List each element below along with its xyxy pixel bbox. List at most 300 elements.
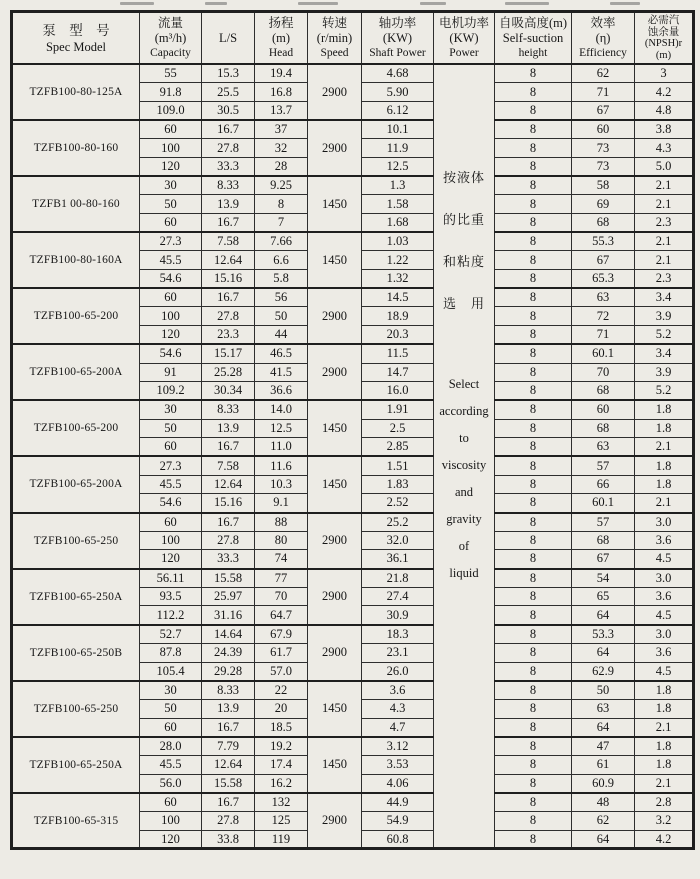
cell-head: 14.0 bbox=[255, 400, 308, 419]
cell-npsh: 3.9 bbox=[635, 307, 694, 326]
scan-artifact bbox=[420, 2, 446, 5]
header-label: Spec Model bbox=[45, 39, 107, 54]
cell-ls: 15.16 bbox=[202, 270, 255, 289]
cell-efficiency: 71 bbox=[572, 83, 635, 102]
cell-capacity: 60 bbox=[140, 120, 202, 139]
cell-capacity: 87.8 bbox=[140, 643, 202, 662]
cell-head: 20 bbox=[255, 699, 308, 718]
header-cell-power bbox=[434, 12, 495, 65]
speed-cell: 2900 bbox=[308, 569, 362, 625]
cell-head: 7 bbox=[255, 214, 308, 233]
cell-ls: 16.7 bbox=[202, 793, 255, 812]
power-note-line: to bbox=[459, 431, 469, 445]
cell-self-suction: 8 bbox=[495, 176, 572, 195]
table-row bbox=[12, 513, 694, 532]
header-cell-head bbox=[255, 12, 308, 65]
header-label: (KW) bbox=[382, 31, 413, 45]
cell-shaft-power: 1.91 bbox=[362, 400, 434, 419]
cell-head: 64.7 bbox=[255, 606, 308, 625]
cell-efficiency: 70 bbox=[572, 363, 635, 382]
cell-capacity: 120 bbox=[140, 326, 202, 345]
header-label: (m) bbox=[655, 49, 672, 61]
cell-ls: 12.64 bbox=[202, 251, 255, 270]
cell-ls: 8.33 bbox=[202, 176, 255, 195]
cell-npsh: 5.2 bbox=[635, 326, 694, 345]
cell-head: 74 bbox=[255, 550, 308, 569]
header-label: Head bbox=[268, 47, 294, 59]
cell-head: 125 bbox=[255, 812, 308, 831]
cell-efficiency: 64 bbox=[572, 606, 635, 625]
cell-capacity: 60 bbox=[140, 214, 202, 233]
cell-capacity: 30 bbox=[140, 681, 202, 700]
cell-shaft-power: 1.32 bbox=[362, 270, 434, 289]
cell-npsh: 2.1 bbox=[635, 774, 694, 793]
cell-capacity: 54.6 bbox=[140, 270, 202, 289]
cell-capacity: 45.5 bbox=[140, 251, 202, 270]
cell-head: 41.5 bbox=[255, 363, 308, 382]
cell-head: 44 bbox=[255, 326, 308, 345]
cell-capacity: 54.6 bbox=[140, 494, 202, 513]
cell-capacity: 45.5 bbox=[140, 755, 202, 774]
cell-efficiency: 68 bbox=[572, 382, 635, 401]
cell-head: 13.7 bbox=[255, 101, 308, 120]
cell-self-suction: 8 bbox=[495, 531, 572, 550]
cell-capacity: 27.3 bbox=[140, 232, 202, 251]
power-note-line: liquid bbox=[449, 566, 479, 580]
cell-efficiency: 60 bbox=[572, 120, 635, 139]
header-cell-self-suction bbox=[495, 12, 572, 65]
cell-head: 88 bbox=[255, 513, 308, 532]
power-note-line: viscosity bbox=[441, 458, 487, 472]
cell-npsh: 3.4 bbox=[635, 344, 694, 363]
cell-efficiency: 57 bbox=[572, 513, 635, 532]
cell-capacity: 50 bbox=[140, 419, 202, 438]
cell-head: 6.6 bbox=[255, 251, 308, 270]
table-row bbox=[12, 344, 694, 363]
cell-head: 67.9 bbox=[255, 625, 308, 644]
cell-head: 70 bbox=[255, 587, 308, 606]
cell-shaft-power: 1.83 bbox=[362, 475, 434, 494]
power-note-line: 和粘度 bbox=[442, 254, 485, 269]
cell-self-suction: 8 bbox=[495, 438, 572, 457]
cell-ls: 16.7 bbox=[202, 288, 255, 307]
cell-capacity: 56.11 bbox=[140, 569, 202, 588]
cell-efficiency: 63 bbox=[572, 699, 635, 718]
cell-shaft-power: 18.9 bbox=[362, 307, 434, 326]
cell-shaft-power: 1.68 bbox=[362, 214, 434, 233]
cell-self-suction: 8 bbox=[495, 400, 572, 419]
cell-capacity: 54.6 bbox=[140, 344, 202, 363]
cell-shaft-power: 4.68 bbox=[362, 64, 434, 83]
cell-self-suction: 8 bbox=[495, 344, 572, 363]
speed-cell: 1450 bbox=[308, 232, 362, 288]
header-label: Power bbox=[449, 47, 479, 59]
cell-shaft-power: 30.9 bbox=[362, 606, 434, 625]
cell-self-suction: 8 bbox=[495, 214, 572, 233]
cell-ls: 16.7 bbox=[202, 214, 255, 233]
header-cell-speed bbox=[308, 12, 362, 65]
cell-self-suction: 8 bbox=[495, 363, 572, 382]
power-note-cell bbox=[434, 64, 495, 849]
cell-shaft-power: 2.52 bbox=[362, 494, 434, 513]
cell-capacity: 100 bbox=[140, 307, 202, 326]
cell-shaft-power: 14.7 bbox=[362, 363, 434, 382]
cell-efficiency: 71 bbox=[572, 326, 635, 345]
model-cell: TZFB100-65-250 bbox=[12, 513, 140, 569]
cell-head: 77 bbox=[255, 569, 308, 588]
header-label: 轴功率 bbox=[378, 16, 417, 30]
cell-capacity: 109.2 bbox=[140, 382, 202, 401]
cell-npsh: 2.3 bbox=[635, 214, 694, 233]
header-label: (NPSH)r bbox=[644, 38, 683, 49]
cell-head: 11.6 bbox=[255, 456, 308, 475]
cell-head: 32 bbox=[255, 139, 308, 158]
model-cell: TZFB100-80-125A bbox=[12, 64, 140, 120]
cell-capacity: 50 bbox=[140, 699, 202, 718]
cell-npsh: 2.3 bbox=[635, 270, 694, 289]
header-row bbox=[12, 12, 694, 65]
model-cell: TZFB100-80-160 bbox=[12, 120, 140, 176]
cell-npsh: 1.8 bbox=[635, 681, 694, 700]
cell-efficiency: 53.3 bbox=[572, 625, 635, 644]
cell-ls: 7.58 bbox=[202, 456, 255, 475]
cell-self-suction: 8 bbox=[495, 643, 572, 662]
cell-ls: 15.58 bbox=[202, 569, 255, 588]
cell-capacity: 27.3 bbox=[140, 456, 202, 475]
cell-shaft-power: 20.3 bbox=[362, 326, 434, 345]
power-note-line: and bbox=[454, 485, 474, 499]
cell-head: 57.0 bbox=[255, 662, 308, 681]
cell-npsh: 4.2 bbox=[635, 83, 694, 102]
cell-shaft-power: 5.90 bbox=[362, 83, 434, 102]
cell-capacity: 60 bbox=[140, 288, 202, 307]
table-row bbox=[12, 793, 694, 812]
cell-ls: 12.64 bbox=[202, 755, 255, 774]
cell-ls: 15.17 bbox=[202, 344, 255, 363]
cell-self-suction: 8 bbox=[495, 830, 572, 849]
pump-spec-table bbox=[10, 10, 695, 850]
cell-ls: 14.64 bbox=[202, 625, 255, 644]
cell-shaft-power: 25.2 bbox=[362, 513, 434, 532]
cell-capacity: 120 bbox=[140, 157, 202, 176]
cell-efficiency: 65 bbox=[572, 587, 635, 606]
cell-self-suction: 8 bbox=[495, 699, 572, 718]
header-label: 电机功率 bbox=[438, 16, 489, 30]
table-row bbox=[12, 569, 694, 588]
cell-ls: 27.8 bbox=[202, 307, 255, 326]
cell-ls: 25.5 bbox=[202, 83, 255, 102]
scan-artifact bbox=[298, 2, 338, 5]
cell-shaft-power: 21.8 bbox=[362, 569, 434, 588]
cell-head: 5.8 bbox=[255, 270, 308, 289]
header-cell-efficiency bbox=[572, 12, 635, 65]
cell-capacity: 100 bbox=[140, 531, 202, 550]
header-label: (m) bbox=[271, 31, 291, 45]
cell-shaft-power: 6.12 bbox=[362, 101, 434, 120]
cell-head: 16.2 bbox=[255, 774, 308, 793]
cell-ls: 13.9 bbox=[202, 699, 255, 718]
cell-ls: 31.16 bbox=[202, 606, 255, 625]
cell-shaft-power: 1.22 bbox=[362, 251, 434, 270]
model-cell: TZFB100-65-200A bbox=[12, 456, 140, 512]
cell-npsh: 3.6 bbox=[635, 531, 694, 550]
header-label: 扬程 bbox=[268, 16, 294, 30]
power-note-line: according bbox=[439, 404, 489, 418]
cell-capacity: 109.0 bbox=[140, 101, 202, 120]
cell-capacity: 55 bbox=[140, 64, 202, 83]
cell-shaft-power: 11.5 bbox=[362, 344, 434, 363]
cell-efficiency: 55.3 bbox=[572, 232, 635, 251]
cell-self-suction: 8 bbox=[495, 494, 572, 513]
cell-shaft-power: 4.7 bbox=[362, 718, 434, 737]
cell-capacity: 120 bbox=[140, 830, 202, 849]
cell-self-suction: 8 bbox=[495, 774, 572, 793]
cell-self-suction: 8 bbox=[495, 419, 572, 438]
cell-ls: 7.79 bbox=[202, 737, 255, 756]
cell-shaft-power: 32.0 bbox=[362, 531, 434, 550]
cell-capacity: 28.0 bbox=[140, 737, 202, 756]
cell-ls: 13.9 bbox=[202, 195, 255, 214]
cell-ls: 23.3 bbox=[202, 326, 255, 345]
cell-shaft-power: 60.8 bbox=[362, 830, 434, 849]
cell-capacity: 91 bbox=[140, 363, 202, 382]
cell-ls: 25.97 bbox=[202, 587, 255, 606]
cell-efficiency: 61 bbox=[572, 755, 635, 774]
cell-self-suction: 8 bbox=[495, 625, 572, 644]
cell-shaft-power: 10.1 bbox=[362, 120, 434, 139]
cell-npsh: 3.2 bbox=[635, 812, 694, 831]
cell-self-suction: 8 bbox=[495, 812, 572, 831]
cell-shaft-power: 16.0 bbox=[362, 382, 434, 401]
cell-npsh: 2.1 bbox=[635, 195, 694, 214]
cell-ls: 8.33 bbox=[202, 400, 255, 419]
cell-efficiency: 68 bbox=[572, 419, 635, 438]
cell-efficiency: 50 bbox=[572, 681, 635, 700]
table-row bbox=[12, 64, 694, 83]
scan-artifact bbox=[505, 2, 549, 5]
power-note-line: 按液体 bbox=[442, 170, 485, 185]
cell-npsh: 1.8 bbox=[635, 456, 694, 475]
cell-shaft-power: 27.4 bbox=[362, 587, 434, 606]
cell-capacity: 100 bbox=[140, 812, 202, 831]
cell-efficiency: 62 bbox=[572, 64, 635, 83]
cell-npsh: 5.0 bbox=[635, 157, 694, 176]
cell-ls: 16.7 bbox=[202, 438, 255, 457]
table-row bbox=[12, 681, 694, 700]
cell-efficiency: 58 bbox=[572, 176, 635, 195]
cell-shaft-power: 23.1 bbox=[362, 643, 434, 662]
cell-self-suction: 8 bbox=[495, 513, 572, 532]
cell-capacity: 112.2 bbox=[140, 606, 202, 625]
cell-efficiency: 60.1 bbox=[572, 344, 635, 363]
cell-ls: 15.58 bbox=[202, 774, 255, 793]
cell-npsh: 1.8 bbox=[635, 699, 694, 718]
cell-npsh: 1.8 bbox=[635, 737, 694, 756]
header-label: (η) bbox=[595, 31, 611, 45]
cell-head: 12.5 bbox=[255, 419, 308, 438]
cell-shaft-power: 4.3 bbox=[362, 699, 434, 718]
speed-cell: 2900 bbox=[308, 120, 362, 176]
cell-self-suction: 8 bbox=[495, 569, 572, 588]
cell-efficiency: 64 bbox=[572, 830, 635, 849]
cell-shaft-power: 2.85 bbox=[362, 438, 434, 457]
cell-head: 119 bbox=[255, 830, 308, 849]
cell-ls: 30.5 bbox=[202, 101, 255, 120]
model-cell: TZFB100-65-250B bbox=[12, 625, 140, 681]
cell-npsh: 3.6 bbox=[635, 587, 694, 606]
cell-head: 18.5 bbox=[255, 718, 308, 737]
scan-artifact bbox=[205, 2, 227, 5]
cell-efficiency: 68 bbox=[572, 531, 635, 550]
header-cell-capacity bbox=[140, 12, 202, 65]
scan-artifact bbox=[610, 2, 640, 5]
cell-head: 9.1 bbox=[255, 494, 308, 513]
cell-efficiency: 66 bbox=[572, 475, 635, 494]
cell-head: 28 bbox=[255, 157, 308, 176]
speed-cell: 2900 bbox=[308, 344, 362, 400]
header-label: (r/min) bbox=[316, 31, 353, 45]
cell-capacity: 45.5 bbox=[140, 475, 202, 494]
cell-head: 37 bbox=[255, 120, 308, 139]
cell-self-suction: 8 bbox=[495, 550, 572, 569]
cell-capacity: 60 bbox=[140, 793, 202, 812]
cell-capacity: 93.5 bbox=[140, 587, 202, 606]
header-label: Capacity bbox=[150, 47, 191, 59]
cell-head: 50 bbox=[255, 307, 308, 326]
cell-head: 36.6 bbox=[255, 382, 308, 401]
cell-npsh: 3.8 bbox=[635, 120, 694, 139]
cell-capacity: 120 bbox=[140, 550, 202, 569]
cell-self-suction: 8 bbox=[495, 662, 572, 681]
cell-ls: 15.16 bbox=[202, 494, 255, 513]
cell-npsh: 2.1 bbox=[635, 176, 694, 195]
table-row bbox=[12, 400, 694, 419]
cell-npsh: 3.9 bbox=[635, 363, 694, 382]
model-cell: TZFB100-65-250A bbox=[12, 569, 140, 625]
cell-self-suction: 8 bbox=[495, 326, 572, 345]
cell-self-suction: 8 bbox=[495, 587, 572, 606]
cell-ls: 13.9 bbox=[202, 419, 255, 438]
cell-ls: 29.28 bbox=[202, 662, 255, 681]
cell-efficiency: 60.9 bbox=[572, 774, 635, 793]
cell-efficiency: 72 bbox=[572, 307, 635, 326]
cell-npsh: 4.5 bbox=[635, 606, 694, 625]
cell-npsh: 1.8 bbox=[635, 475, 694, 494]
cell-npsh: 1.8 bbox=[635, 755, 694, 774]
cell-self-suction: 8 bbox=[495, 755, 572, 774]
cell-shaft-power: 11.9 bbox=[362, 139, 434, 158]
model-cell: TZFB100-65-200A bbox=[12, 344, 140, 400]
power-note-line: gravity bbox=[446, 512, 482, 526]
cell-npsh: 3.0 bbox=[635, 513, 694, 532]
cell-npsh: 2.1 bbox=[635, 232, 694, 251]
cell-ls: 33.3 bbox=[202, 157, 255, 176]
cell-capacity: 60 bbox=[140, 438, 202, 457]
cell-self-suction: 8 bbox=[495, 718, 572, 737]
cell-ls: 33.3 bbox=[202, 550, 255, 569]
cell-capacity: 105.4 bbox=[140, 662, 202, 681]
header-label: Shaft Power bbox=[369, 47, 426, 59]
header-label: 必需汽 bbox=[647, 15, 680, 26]
header-cell-shaft-power bbox=[362, 12, 434, 65]
cell-self-suction: 8 bbox=[495, 270, 572, 289]
cell-shaft-power: 4.06 bbox=[362, 774, 434, 793]
header-label: height bbox=[518, 47, 548, 59]
power-note-line: 选 用 bbox=[442, 296, 485, 311]
cell-ls: 7.58 bbox=[202, 232, 255, 251]
cell-efficiency: 63 bbox=[572, 438, 635, 457]
cell-shaft-power: 1.03 bbox=[362, 232, 434, 251]
cell-head: 7.66 bbox=[255, 232, 308, 251]
power-note-line: Select bbox=[448, 377, 480, 391]
model-cell: TZFB1 00-80-160 bbox=[12, 176, 140, 232]
speed-cell: 1450 bbox=[308, 737, 362, 793]
cell-efficiency: 69 bbox=[572, 195, 635, 214]
cell-head: 19.2 bbox=[255, 737, 308, 756]
table-row bbox=[12, 288, 694, 307]
cell-self-suction: 8 bbox=[495, 195, 572, 214]
speed-cell: 1450 bbox=[308, 176, 362, 232]
cell-capacity: 52.7 bbox=[140, 625, 202, 644]
cell-self-suction: 8 bbox=[495, 456, 572, 475]
cell-npsh: 1.8 bbox=[635, 419, 694, 438]
model-cell: TZFB100-65-250A bbox=[12, 737, 140, 793]
speed-cell: 2900 bbox=[308, 793, 362, 849]
cell-capacity: 56.0 bbox=[140, 774, 202, 793]
cell-self-suction: 8 bbox=[495, 251, 572, 270]
cell-npsh: 3.0 bbox=[635, 569, 694, 588]
cell-npsh: 4.5 bbox=[635, 550, 694, 569]
cell-ls: 16.7 bbox=[202, 718, 255, 737]
cell-npsh: 2.1 bbox=[635, 251, 694, 270]
header-label: Self-suction bbox=[502, 31, 564, 45]
cell-efficiency: 62.9 bbox=[572, 662, 635, 681]
speed-cell: 1450 bbox=[308, 456, 362, 512]
cell-self-suction: 8 bbox=[495, 120, 572, 139]
cell-efficiency: 73 bbox=[572, 157, 635, 176]
cell-npsh: 5.2 bbox=[635, 382, 694, 401]
cell-self-suction: 8 bbox=[495, 307, 572, 326]
cell-self-suction: 8 bbox=[495, 382, 572, 401]
cell-efficiency: 68 bbox=[572, 214, 635, 233]
header-label: 蚀余量 bbox=[647, 26, 680, 38]
table-row bbox=[12, 625, 694, 644]
speed-cell: 2900 bbox=[308, 513, 362, 569]
cell-shaft-power: 3.53 bbox=[362, 755, 434, 774]
cell-shaft-power: 36.1 bbox=[362, 550, 434, 569]
cell-self-suction: 8 bbox=[495, 475, 572, 494]
cell-ls: 27.8 bbox=[202, 139, 255, 158]
cell-self-suction: 8 bbox=[495, 232, 572, 251]
cell-head: 22 bbox=[255, 681, 308, 700]
cell-head: 80 bbox=[255, 531, 308, 550]
cell-npsh: 2.8 bbox=[635, 793, 694, 812]
cell-ls: 25.28 bbox=[202, 363, 255, 382]
model-cell: TZFB100-65-250 bbox=[12, 681, 140, 737]
header-label: 流量 bbox=[157, 16, 183, 30]
cell-npsh: 4.3 bbox=[635, 139, 694, 158]
cell-efficiency: 67 bbox=[572, 251, 635, 270]
cell-ls: 12.64 bbox=[202, 475, 255, 494]
cell-self-suction: 8 bbox=[495, 606, 572, 625]
cell-capacity: 100 bbox=[140, 139, 202, 158]
cell-self-suction: 8 bbox=[495, 139, 572, 158]
cell-efficiency: 65.3 bbox=[572, 270, 635, 289]
cell-self-suction: 8 bbox=[495, 64, 572, 83]
speed-cell: 2900 bbox=[308, 288, 362, 344]
cell-ls: 15.3 bbox=[202, 64, 255, 83]
cell-ls: 8.33 bbox=[202, 681, 255, 700]
